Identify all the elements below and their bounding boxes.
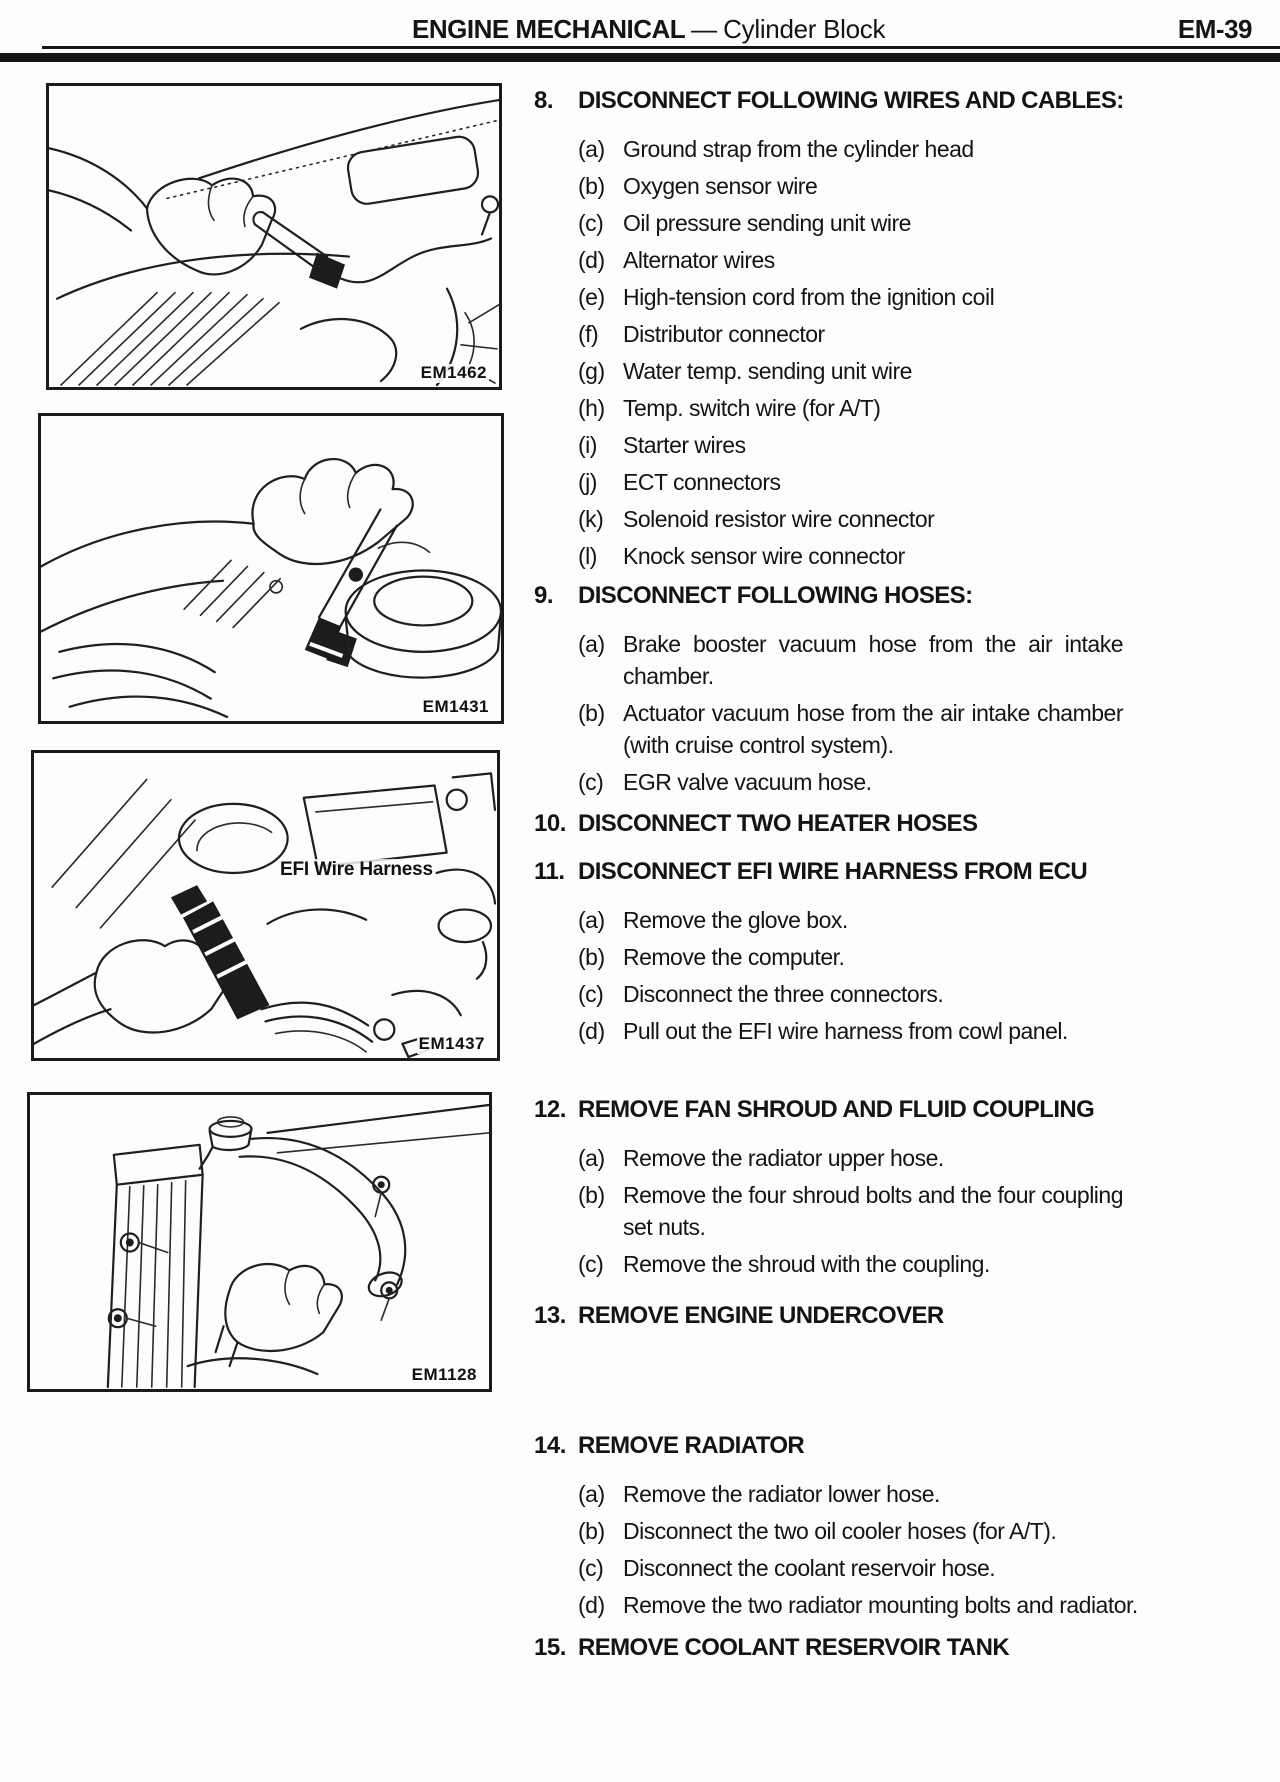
step-heading-row (534, 856, 1144, 888)
step-number: 11. (534, 858, 565, 885)
item-letter: (d) (578, 1018, 605, 1044)
step-number: 15. (534, 1634, 566, 1661)
step-item (534, 503, 1144, 535)
step-heading: DISCONNECT FOLLOWING WIRES AND CABLES: (578, 87, 1124, 114)
step-item (534, 1478, 1144, 1510)
step-heading-row (534, 580, 1144, 612)
step-item (534, 941, 1144, 973)
step-heading: REMOVE ENGINE UNDERCOVER (578, 1302, 944, 1329)
item-letter: (a) (578, 631, 605, 657)
radiator-shroud-illustration (30, 1095, 489, 1389)
item-letter: (c) (578, 981, 604, 1007)
item-text: Disconnect the coolant reservoir hose. (623, 1555, 996, 1581)
item-text: EGR valve vacuum hose. (623, 769, 872, 795)
step-item (534, 466, 1144, 498)
step-item (534, 697, 1144, 761)
step-number: 9. (534, 582, 554, 609)
section-title: ENGINE MECHANICAL (412, 14, 686, 44)
step-number: 8. (534, 87, 554, 114)
step-section-13 (534, 1300, 1144, 1348)
figure-box-ground-strap (46, 83, 502, 390)
item-text: Knock sensor wire connector (623, 543, 905, 569)
item-text: Remove the glove box. (623, 907, 848, 933)
item-letter: (f) (578, 321, 599, 347)
item-letter: (a) (578, 1145, 605, 1171)
item-text: Remove the two radiator mounting bolts and radiator. (623, 1592, 1138, 1618)
subsection-title: Cylinder Block (723, 14, 886, 44)
step-heading-row (534, 1300, 1144, 1332)
step-heading-row (534, 85, 1144, 117)
item-text: Disconnect the two oil cooler hoses (for A/T). (623, 1518, 1057, 1544)
item-text: Alternator wires (623, 247, 775, 273)
item-letter: (i) (578, 432, 597, 458)
item-letter: (d) (578, 1592, 605, 1618)
page-number: EM-39 (1177, 14, 1252, 44)
figure-box-radiator-shroud (27, 1092, 492, 1392)
step-item (534, 207, 1144, 239)
step-heading: REMOVE FAN SHROUD AND FLUID COUPLING (578, 1096, 1095, 1123)
item-letter: (d) (578, 247, 605, 273)
step-item (534, 244, 1144, 276)
step-number: 10. (534, 810, 566, 837)
efi-harness-illustration (34, 753, 497, 1058)
step-item (534, 355, 1144, 387)
step-number: 13. (534, 1302, 566, 1329)
step-heading-row (534, 1430, 1144, 1462)
item-text: Distributor connector (623, 321, 825, 347)
item-text: Remove the shroud with the coupling. (623, 1251, 990, 1277)
step-item (534, 540, 1144, 572)
item-letter: (b) (578, 1182, 605, 1208)
step-section-15 (534, 1632, 1144, 1680)
step-item (534, 1015, 1144, 1047)
step-heading-row (534, 1632, 1144, 1664)
figure-box-connector-pliers (38, 413, 504, 724)
step-section-11 (534, 856, 1144, 1052)
step-heading-row (534, 808, 1144, 840)
item-text: Temp. switch wire (for A/T) (623, 395, 881, 421)
step-item (534, 429, 1144, 461)
step-item (534, 1248, 1144, 1280)
step-number: 14. (534, 1432, 566, 1459)
figure-code: EM1431 (422, 697, 489, 717)
figure-box-efi-harness (31, 750, 500, 1061)
step-section-12 (534, 1094, 1144, 1285)
item-letter: (b) (578, 1518, 605, 1544)
figure-annotation-efi-wire-harness: EFI Wire Harness (280, 859, 433, 880)
step-item (534, 281, 1144, 313)
step-section-8 (534, 85, 1144, 577)
item-text: Ground strap from the cylinder head (623, 136, 974, 162)
step-section-14 (534, 1430, 1144, 1626)
item-text: Remove the computer. (623, 944, 845, 970)
step-item (534, 978, 1144, 1010)
figure-code: EM1462 (420, 363, 487, 383)
step-heading: REMOVE COOLANT RESERVOIR TANK (578, 1634, 1010, 1661)
step-item (534, 170, 1144, 202)
item-text: Pull out the EFI wire harness from cowl panel. (623, 1018, 1068, 1044)
item-letter: (e) (578, 284, 605, 310)
item-text: Water temp. sending unit wire (623, 358, 912, 384)
item-letter: (a) (578, 136, 605, 162)
step-item (534, 628, 1144, 692)
item-letter: (a) (578, 1481, 605, 1507)
item-letter: (g) (578, 358, 605, 384)
step-heading-row (534, 1094, 1144, 1126)
step-section-10 (534, 808, 1144, 856)
item-text: Solenoid resistor wire connector (623, 506, 935, 532)
step-item (534, 904, 1144, 936)
step-heading: DISCONNECT FOLLOWING HOSES: (578, 582, 973, 609)
item-letter: (h) (578, 395, 605, 421)
item-letter: (b) (578, 173, 605, 199)
item-text: Starter wires (623, 432, 746, 458)
step-item (534, 1515, 1144, 1547)
item-letter: (j) (578, 469, 597, 495)
header-rule-thick (0, 53, 1280, 62)
item-letter: (k) (578, 506, 604, 532)
page-header-title (412, 14, 885, 45)
item-text: ECT connectors (623, 469, 781, 495)
item-letter: (c) (578, 769, 604, 795)
step-item (534, 318, 1144, 350)
step-item (534, 392, 1144, 424)
item-letter: (b) (578, 700, 605, 726)
item-letter: (b) (578, 944, 605, 970)
engine-bay-ground-strap-illustration (49, 86, 499, 387)
item-text: Remove the four shroud bolts and the four coupling set nuts. (623, 1182, 1123, 1240)
item-letter: (c) (578, 1555, 604, 1581)
item-letter: (c) (578, 210, 604, 236)
step-number: 12. (534, 1096, 566, 1123)
item-text: High-tension cord from the ignition coil (623, 284, 995, 310)
item-letter: (a) (578, 907, 605, 933)
step-section-9 (534, 580, 1144, 803)
figure-code: EM1128 (411, 1365, 477, 1385)
step-item (534, 1142, 1144, 1174)
step-item (534, 1589, 1144, 1621)
item-text: Oil pressure sending unit wire (623, 210, 911, 236)
step-heading: DISCONNECT TWO HEATER HOSES (578, 810, 978, 837)
item-text: Remove the radiator lower hose. (623, 1481, 940, 1507)
step-heading: DISCONNECT EFI WIRE HARNESS FROM ECU (578, 858, 1088, 885)
item-text: Disconnect the three connectors. (623, 981, 944, 1007)
figure-code: EM1437 (418, 1034, 485, 1054)
title-separator: — (691, 14, 718, 44)
step-item (534, 1552, 1144, 1584)
engine-bay-pliers-illustration (41, 416, 501, 721)
item-text: Oxygen sensor wire (623, 173, 818, 199)
item-letter: (c) (578, 1251, 604, 1277)
item-text: Remove the radiator upper hose. (623, 1145, 944, 1171)
step-item (534, 766, 1144, 798)
header-rule-thin (42, 46, 1280, 49)
step-item (534, 1179, 1144, 1243)
step-heading: REMOVE RADIATOR (578, 1432, 805, 1459)
item-text: Brake booster vacuum hose from the air intake chamber. (623, 631, 1123, 689)
item-letter: (l) (578, 543, 597, 569)
step-item (534, 133, 1144, 165)
item-text: Actuator vacuum hose from the air intake chamber (with cruise control system). (623, 700, 1123, 758)
